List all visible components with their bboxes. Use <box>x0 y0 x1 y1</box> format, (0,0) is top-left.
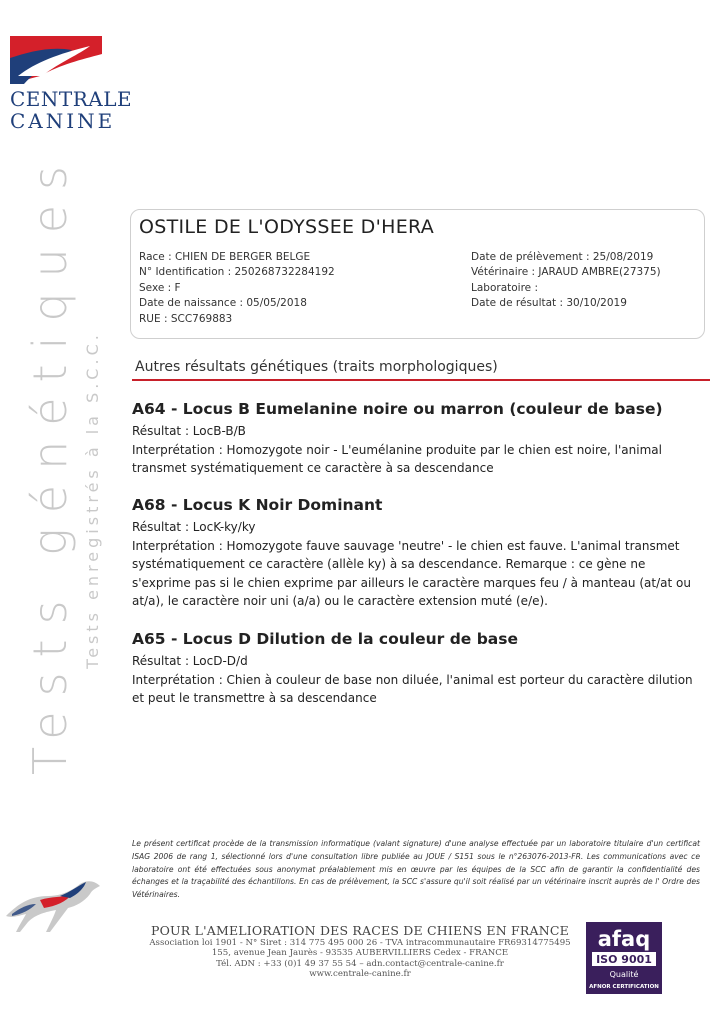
footer-line-2: Association loi 1901 - N° Siret : 314 775 495 000 26 - TVA intracommunautaire FR69314775495 <box>149 938 571 948</box>
result-title: A68 - Locus K Noir Dominant <box>132 496 383 514</box>
afaq-quality: Qualité <box>609 970 639 979</box>
info-identification: N° Identification : 250268732284192 <box>139 266 335 279</box>
afaq-cert: AFNOR CERTIFICATION <box>589 984 659 990</box>
info-result-date: Date de résultat : 30/10/2019 <box>471 297 627 310</box>
dog-name: OSTILE DE L'ODYSSEE D'HERA <box>139 216 435 238</box>
afaq-iso-badge-icon <box>586 922 662 994</box>
dog-info-right <box>471 250 661 312</box>
info-laboratory: Laboratoire : <box>471 281 539 294</box>
info-birth-date: Date de naissance : 05/05/2018 <box>139 297 307 310</box>
afaq-brand: afaq <box>597 927 651 951</box>
result-interpretation: Interprétation : Chien à couleur de base non diluée, l'animal est porteur du caractère dilution et peut le transmettre à sa descendance <box>132 672 693 705</box>
afaq-iso: ISO 9001 <box>596 953 652 966</box>
dog-illustration-icon <box>0 866 108 936</box>
side-title: Tests génétiques <box>23 151 77 775</box>
logo-line-2: CANINE <box>10 109 116 133</box>
footer-line-3: 155, avenue Jean Jaurès - 93535 AUBERVILLIERS Cedex - FRANCE <box>211 948 509 959</box>
centrale-canine-mark-icon <box>10 36 102 84</box>
result-value: Résultat : LocD-D/d <box>132 654 248 668</box>
footer-address <box>120 924 600 980</box>
info-sex: Sexe : F <box>139 281 181 294</box>
result-value: Résultat : LocK-ky/ky <box>132 520 256 534</box>
result-value: Résultat : LocB-B/B <box>132 424 246 438</box>
result-a65 <box>132 629 707 708</box>
section-title: Autres résultats génétiques (traits morphologiques) <box>135 359 498 375</box>
side-subtitle: Tests enregistrés à la S.C.C. <box>83 331 102 669</box>
logo-line-1: CENTRALE <box>10 87 133 111</box>
info-breed: Race : CHIEN DE BERGER BELGE <box>139 251 311 263</box>
info-rue: RUE : SCC769883 <box>139 312 233 325</box>
dog-info-box <box>130 209 705 339</box>
logo-wordmark <box>10 87 133 133</box>
dog-info-left <box>139 250 335 327</box>
footer-line-5: www.centrale-canine.fr <box>309 969 411 980</box>
footer-line-4: Tél. ADN : +33 (0)1 49 37 55 54 – adn.contact@centrale-canine.fr <box>216 958 504 969</box>
info-sample-date: Date de prélèvement : 25/08/2019 <box>471 251 654 263</box>
centrale-canine-logo <box>10 36 133 133</box>
result-a64 <box>132 399 707 478</box>
result-interpretation: Interprétation : Homozygote noir - L'eumélanine produite par le chien est noire, l'animal transmet systématiquement ce caractère à sa descendance <box>132 442 662 475</box>
result-a68 <box>132 495 707 611</box>
legal-notice: Le présent certificat procède de la transmission informatique (valant signature) d'une analyse effectuée par un laboratoire titulaire d'un certificat ISAG 2006 de rang 1, sélectionné lors d'une consultation libre publiée au JOUE / S151 sous le n°263076-2013-FR. Les communications avec ce laboratoire ont été effectuées sous anonymat préalablement mis en œuvre par les équipes de la SCC afin de garantir la confidentialité des échanges et la traçabilité des échantillons. En cas de prélèvement, la SCC s'assure qu'il soit réalisé par un vétérinaire inscrit auprès de l' Ordre des Vétérinaires. <box>132 839 700 900</box>
result-title: A65 - Locus D Dilution de la couleur de base <box>132 630 518 648</box>
info-veterinarian: Vétérinaire : JARAUD AMBRE(27375) <box>471 266 661 279</box>
result-title: A64 - Locus B Eumelanine noire ou marron (couleur de base) <box>132 400 663 418</box>
section-divider <box>132 379 710 381</box>
footer-line-1: POUR L'AMELIORATION DES RACES DE CHIENS EN FRANCE <box>151 923 569 938</box>
result-interpretation: Interprétation : Homozygote fauve sauvage 'neutre' - le chien est fauve. L'animal transmet systématiquement ce caractère (allèle ky) à sa descendance. Remarque : ce gène ne s'exprime pas si le chien exprime par ailleurs le caractère marques feu / à manteau (at/at ou at/a), le caractère noir uni (a/a) ou le caractère extension muté (e/e). <box>132 538 691 608</box>
